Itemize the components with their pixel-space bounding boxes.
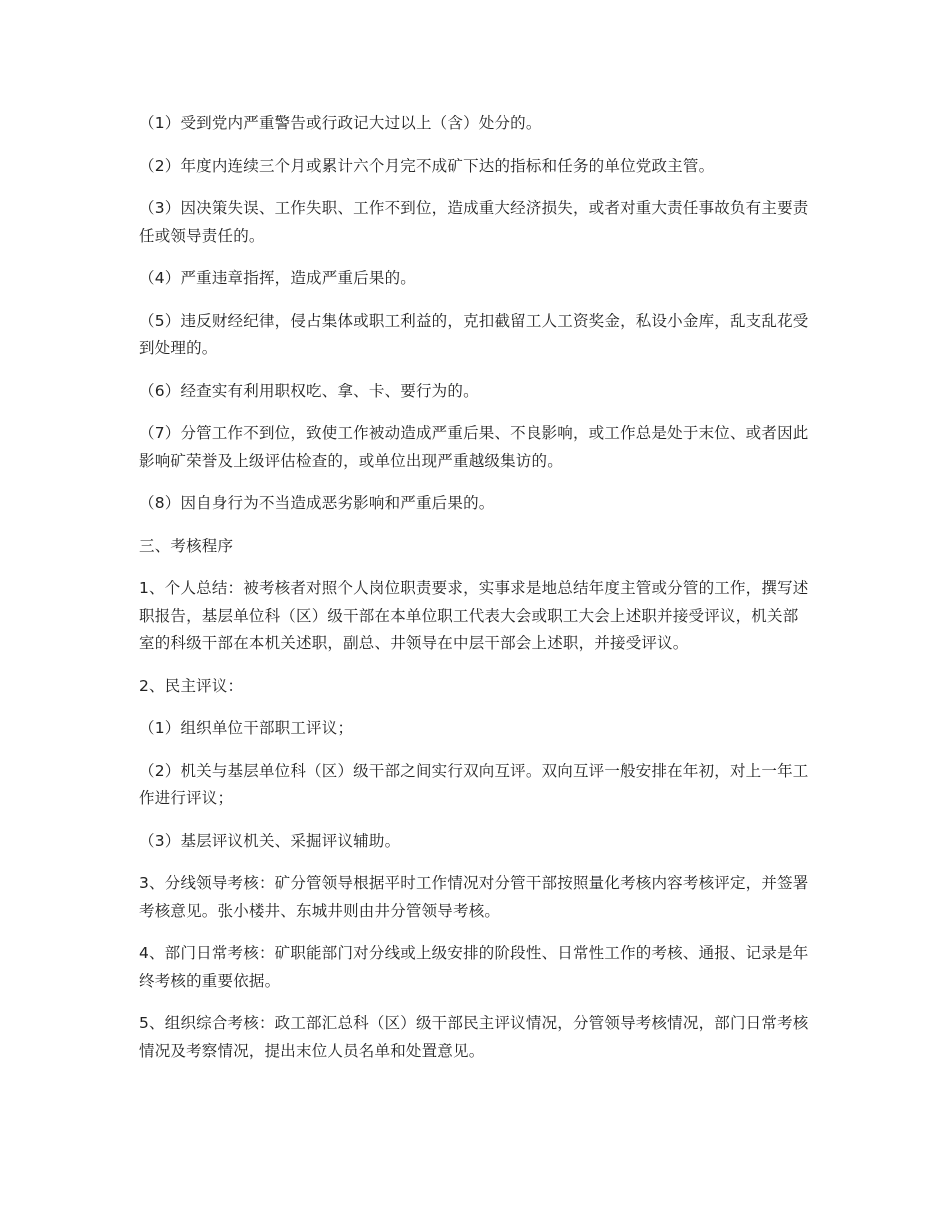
paragraph-item-8: （8）因自身行为不当造成恶劣影响和严重后果的。: [139, 494, 495, 512]
section-heading-procedure: 三、考核程序: [139, 536, 234, 555]
review-item-1: （1）组织单位干部职工评议；: [139, 719, 354, 737]
paragraph-item-3: （3）因决策失误、工作失职、工作不到位，造成重大经济损失，或者对重大责任事故负有主要责任或领导责任的。: [139, 199, 809, 245]
paragraph-item-2: （2）年度内连续三个月或累计六个月完不成矿下达的指标和任务的单位党政主管。: [139, 156, 715, 175]
procedure-step-department-review: 4、部门日常考核：矿职能部门对分线或上级安排的阶段性、日常性工作的考核、通报、记录是年终考核的重要依据。: [139, 944, 809, 990]
paragraph-item-6: （6）经查实有利用职权吃、拿、卡、要行为的。: [139, 381, 479, 400]
paragraph-item-5: （5）违反财经纪律，侵占集体或职工利益的，克扣截留工人工资奖金，私设小金库，乱支乱花受到处理的。: [139, 311, 809, 357]
review-item-3: （3）基层评议机关、采掘评议辅助。: [139, 831, 401, 850]
paragraph-item-4: （4）严重违章指挥，造成严重后果的。: [139, 269, 416, 287]
procedure-step-personal-summary: 1、个人总结：被考核者对照个人岗位职责要求，实事求是地总结年度主管或分管的工作，撰写述职报告，基层单位科（区）级干部在本单位职工代表大会或职工大会上述职并接受评议，机关部室的科级干部在本机关述职，副总、井领导在中层干部会上述职，并接受评议。: [139, 579, 809, 652]
review-item-2: （2）机关与基层单位科（区）级干部之间实行双向互评。双向互评一般安排在年初，对上一年工作进行评议；: [139, 761, 809, 807]
procedure-step-comprehensive-review: 5、组织综合考核：政工部汇总科（区）级干部民主评议情况，分管领导考核情况，部门日常考核情况及考察情况，提出末位人员名单和处置意见。: [139, 1014, 809, 1060]
paragraph-item-1: （1）受到党内严重警告或行政记大过以上（含）处分的。: [139, 114, 542, 132]
procedure-step-leader-review: 3、分线领导考核：矿分管领导根据平时工作情况对分管干部按照量化考核内容考核评定，并签署考核意见。张小楼井、东城井则由井分管领导考核。: [139, 874, 809, 920]
document-page: [139, 110, 811, 1080]
paragraph-item-7: （7）分管工作不到位，致使工作被动造成严重后果、不良影响，或工作总是处于末位、或者因此影响矿荣誉及上级评估检查的，或单位出现严重越级集访的。: [139, 424, 809, 470]
procedure-step-democratic-review: 2、民主评议：: [139, 676, 244, 695]
